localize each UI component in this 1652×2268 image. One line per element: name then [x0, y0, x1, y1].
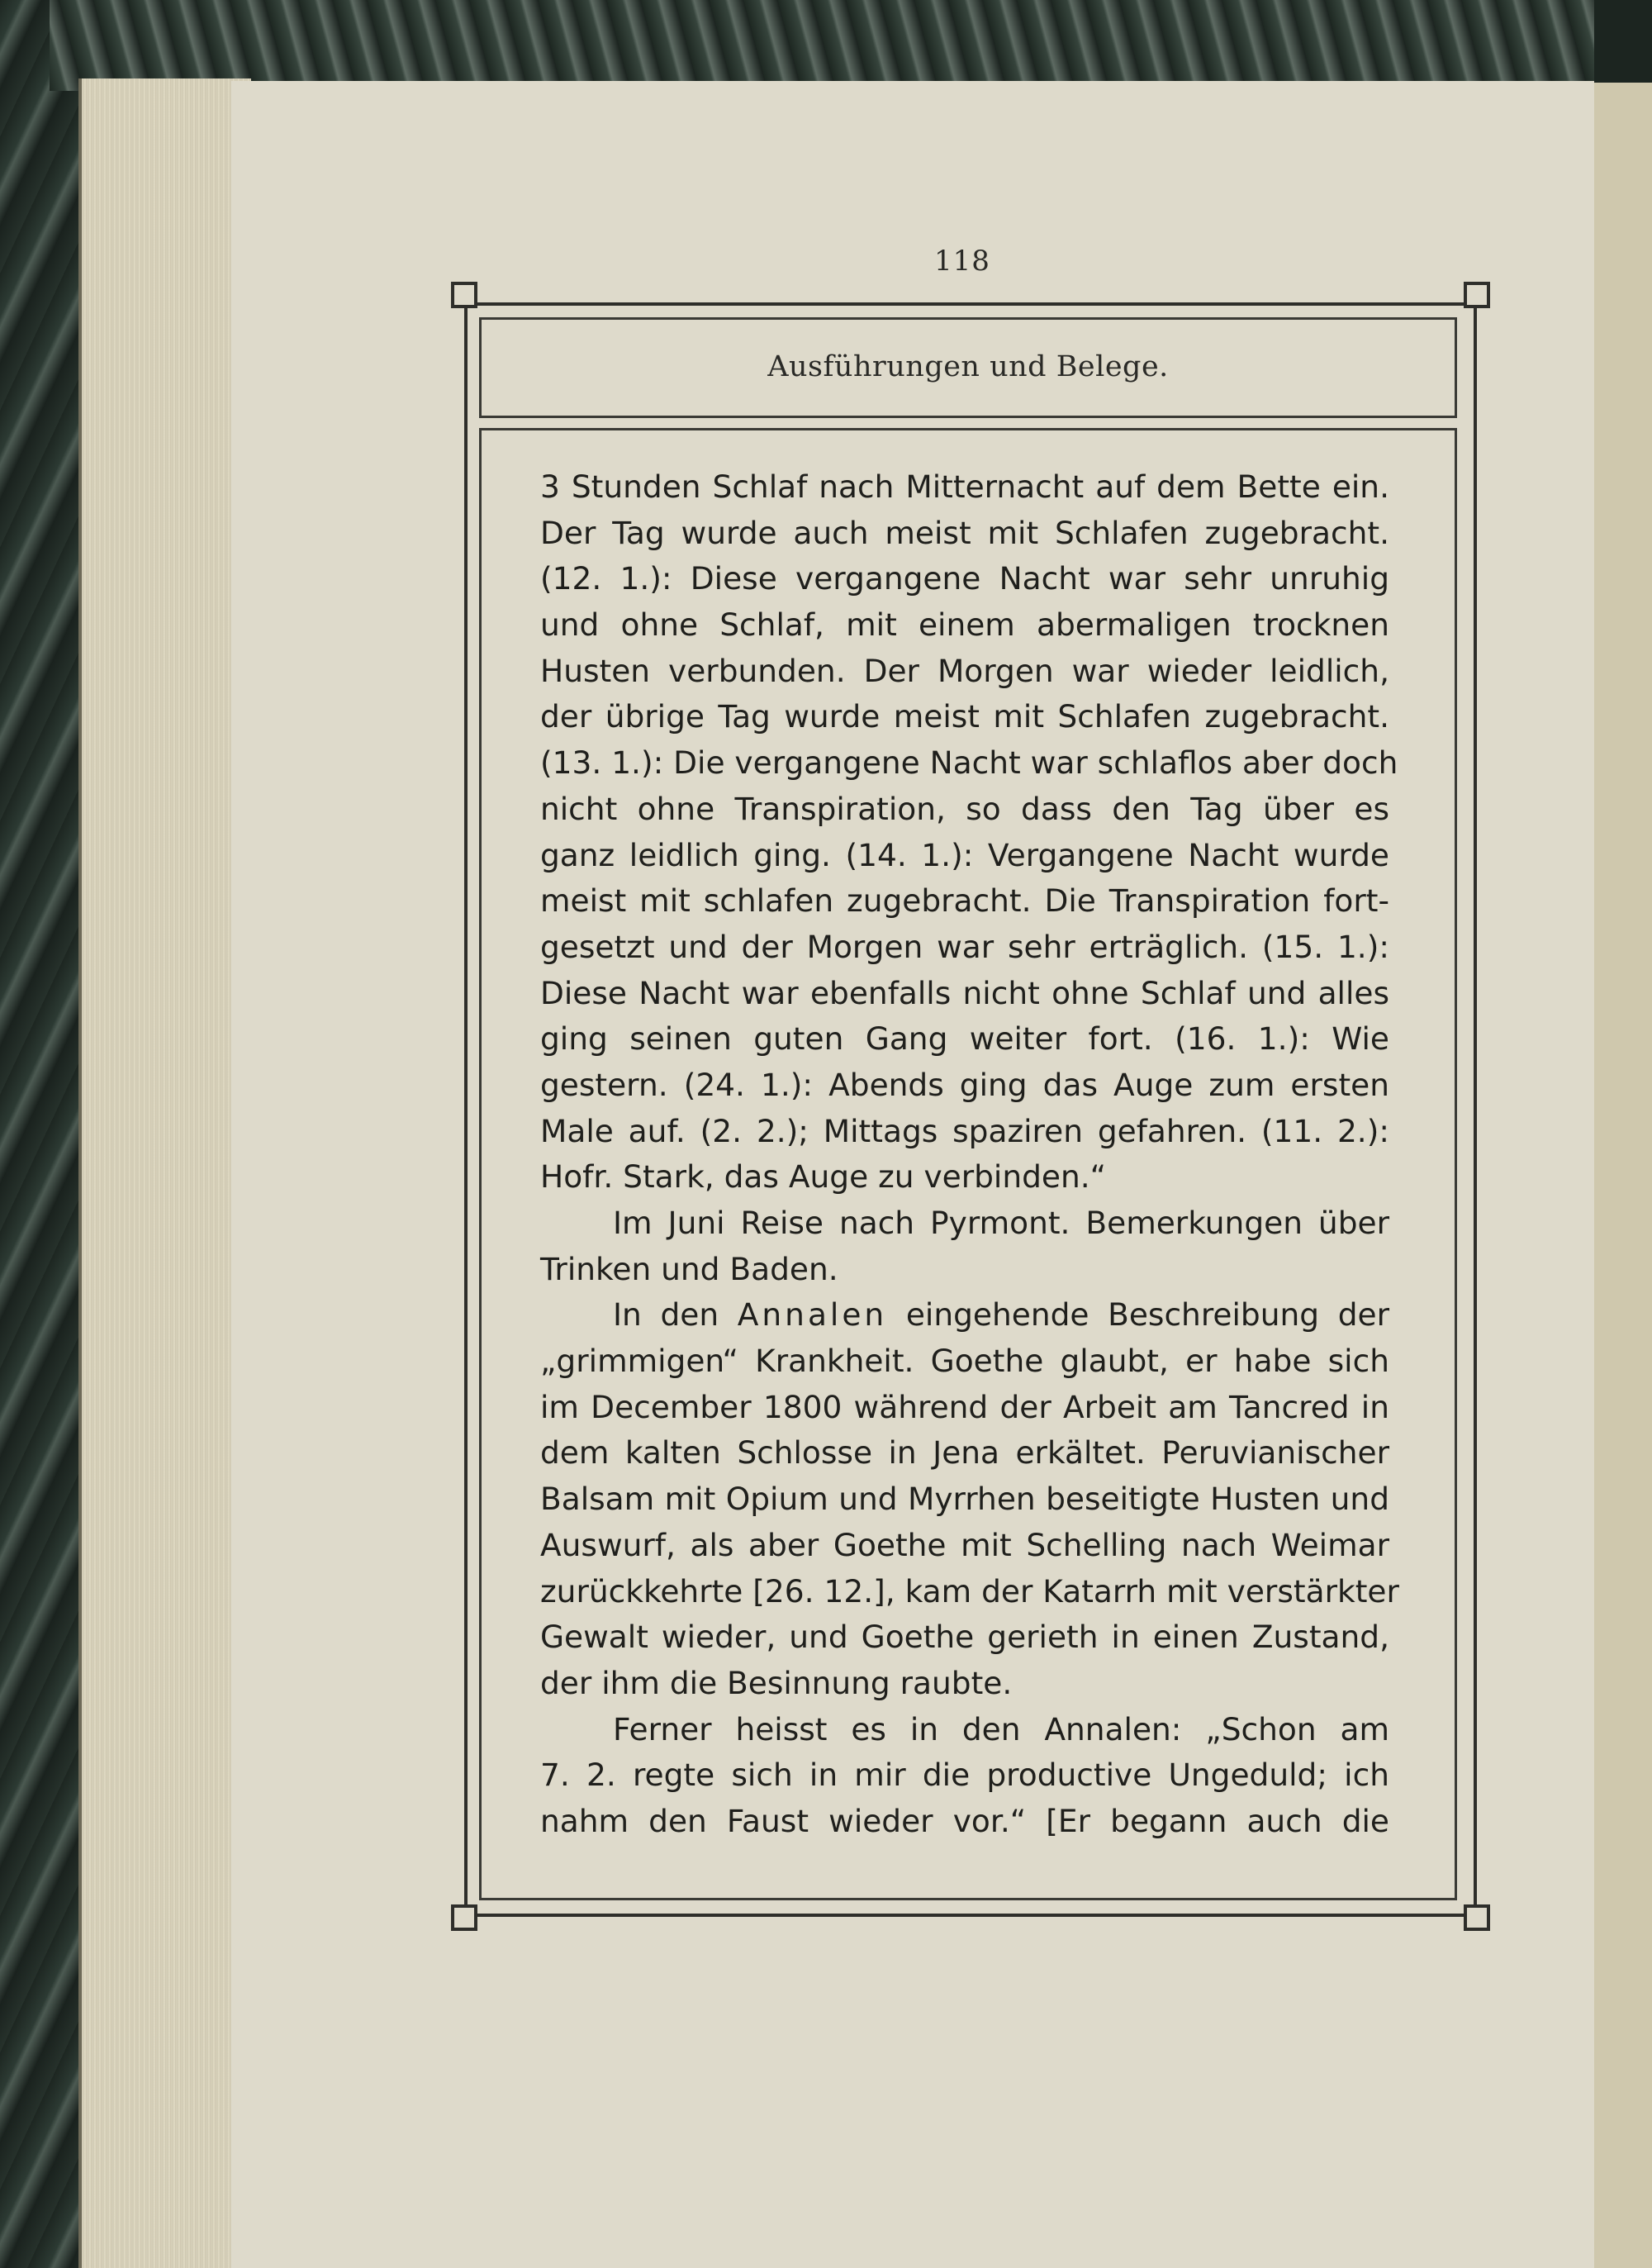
text-line: Husten verbunden. Der Morgen war wieder leidlich, [540, 652, 1389, 689]
text-line: im December 1800 während der Arbeit am Tancred in [540, 1388, 1389, 1425]
text-line: zurückkehrte [26. 12.], kam der Katarrh mit verstärkter [540, 1572, 1399, 1609]
text-line: Auswurf, als aber Goethe mit Schelling nach Weimar [540, 1526, 1389, 1563]
facing-page-edge [1594, 83, 1652, 2268]
text-line: der ihm die Besinnung raubte. [540, 1664, 1013, 1701]
frame-corner-top-left [451, 282, 477, 308]
text-line: ganz leidlich ging. (14. 1.): Vergangene Nacht wurde [540, 836, 1389, 873]
text-line: (13. 1.): Die vergangene Nacht war schlaflos aber doch [540, 744, 1398, 782]
text-line: gestern. (24. 1.): Abends ging das Auge zum ersten [540, 1066, 1389, 1103]
body-text [540, 464, 1399, 1845]
text-line: meist mit schlafen zugebracht. Die Transpiration fort- [540, 882, 1389, 920]
text-line: nahm den Faust wieder vor.“ [Er begann auch die [540, 1802, 1389, 1839]
text-line: der übrige Tag wurde meist mit Schlafen zugebracht. [540, 698, 1389, 735]
page-edges [78, 78, 251, 2268]
frame-corner-bottom-right [1464, 1904, 1490, 1931]
text-line: dem kalten Schlosse in Jena erkältet. Peruvianischer [540, 1434, 1389, 1472]
text-line: Ferner heisst es in den Annalen: „Schon am [613, 1710, 1389, 1747]
text-line: Trinken und Baden. [540, 1250, 838, 1287]
text-line: (12. 1.): Diese vergangene Nacht war sehr unruhig [540, 560, 1389, 597]
text-line: und ohne Schlaf, mit einem abermaligen trocknen [540, 606, 1389, 644]
book-cover-top [50, 0, 1652, 91]
running-header: Ausführungen und Belege. [767, 350, 1169, 383]
text-line [540, 1292, 1389, 1338]
frame-corner-bottom-left [451, 1904, 477, 1931]
text-line: Diese Nacht war ebenfalls nicht ohne Schlaf und alles [540, 974, 1389, 1011]
text-line: nicht ohne Transpiration, so dass den Tag über es [540, 790, 1389, 827]
spaced-word: Annalen [737, 1296, 888, 1334]
text-line: 3 Stunden Schlaf nach Mitternacht auf dem Bette ein. [540, 468, 1389, 505]
text-line: ging seinen guten Gang weiter fort. (16. 1.): Wie [540, 1020, 1389, 1058]
text-line: Hofr. Stark, das Auge zu verbinden.“ [540, 1158, 1107, 1196]
text-line: 7. 2. regte sich in mir die productive Ungeduld; ich [540, 1757, 1389, 1794]
text-line: Balsam mit Opium und Myrrhen beseitigte Husten und [540, 1481, 1389, 1518]
frame-corner-top-right [1464, 282, 1490, 308]
text-line: „grimmigen“ Krankheit. Goethe glaubt, er habe sich [540, 1343, 1389, 1380]
text-fragment: eingehende Beschreibung der [887, 1296, 1389, 1334]
text-line: Male auf. (2. 2.); Mittags spaziren gefahren. (11. 2.): [540, 1112, 1389, 1149]
text-line: Im Juni Reise nach Pyrmont. Bemerkungen über [613, 1205, 1389, 1241]
text-line: gesetzt und der Morgen war sehr erträglich. (15. 1.): [540, 928, 1389, 965]
text-line: Der Tag wurde auch meist mit Schlafen zugebracht. [540, 514, 1389, 551]
page-number: 118 [934, 245, 990, 278]
text-fragment: In den [613, 1296, 738, 1334]
text-line: Gewalt wieder, und Goethe gerieth in einen Zustand, [540, 1619, 1389, 1656]
